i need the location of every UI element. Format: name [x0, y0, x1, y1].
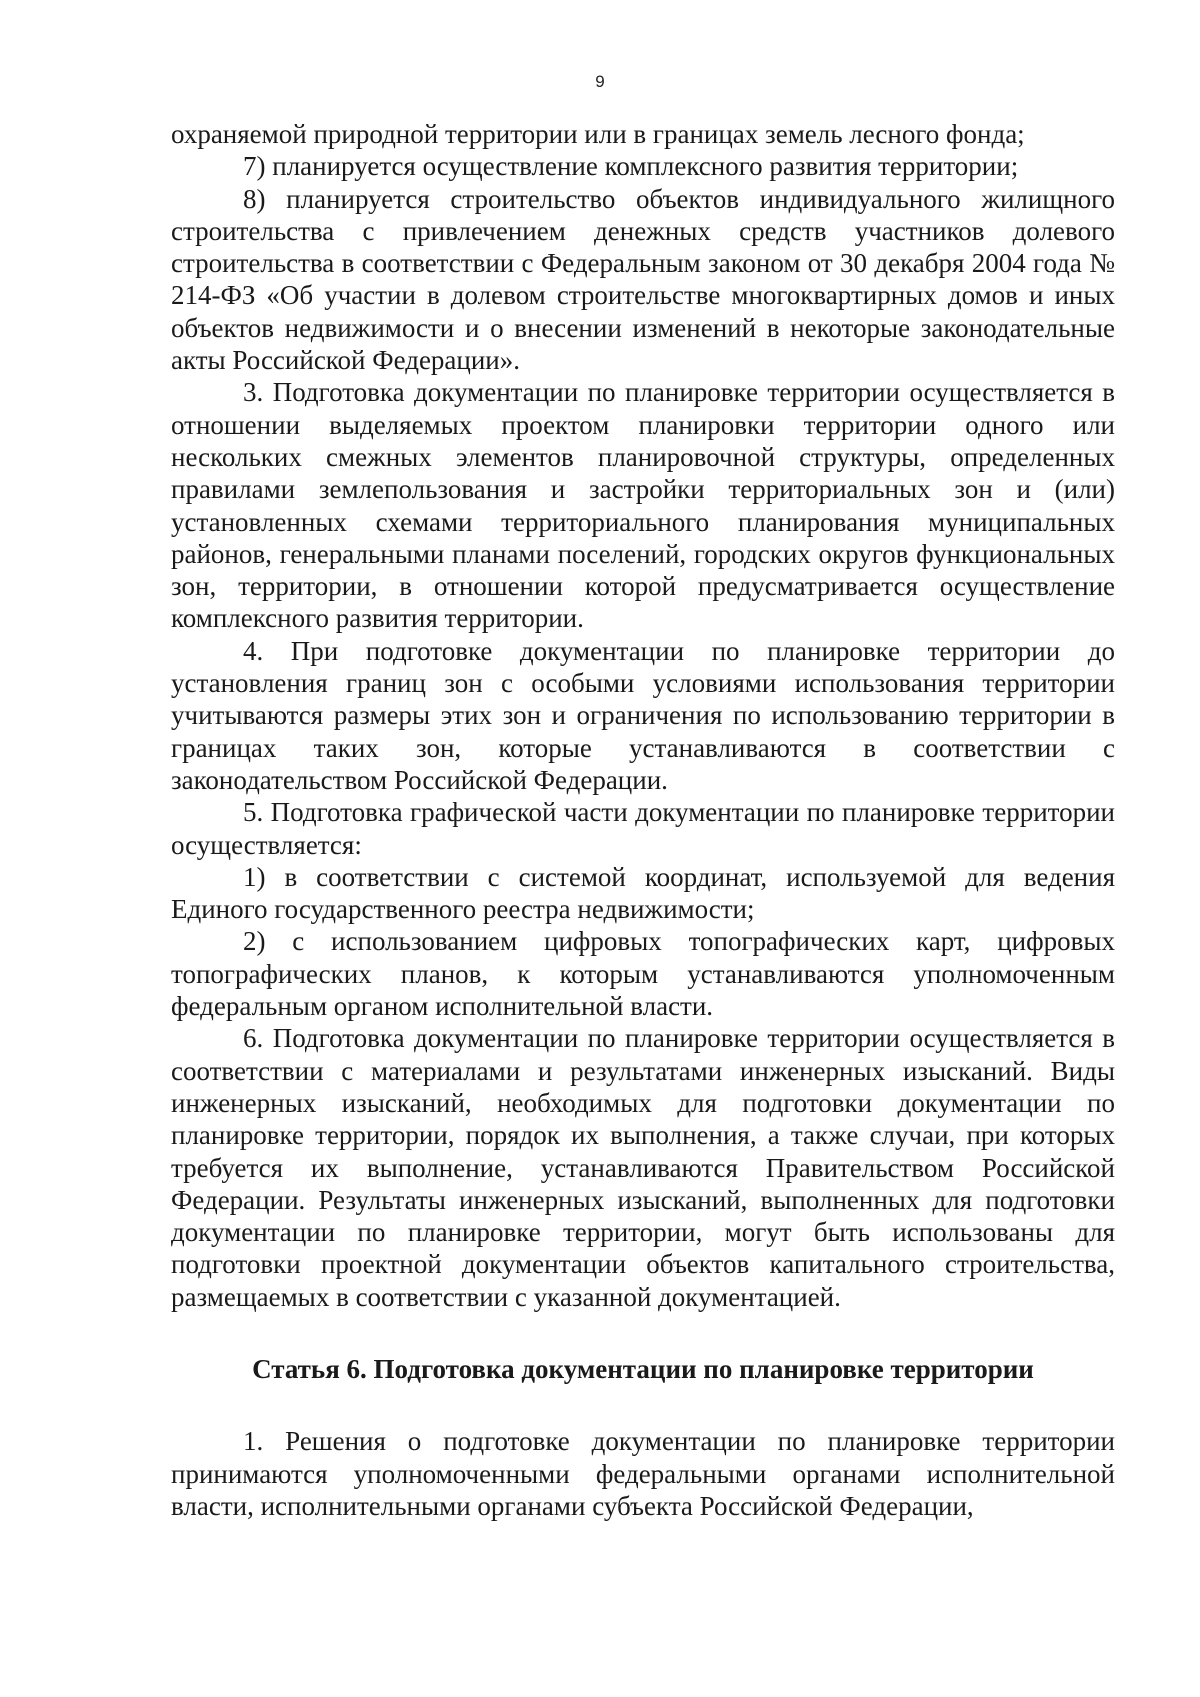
document-body — [171, 118, 1115, 1522]
article-heading: Статья 6. Подготовка документации по планировке территории — [252, 1353, 1034, 1384]
paragraph-6: 6. Подготовка документации по планировке территории осуществляется в соответствии с материалами и результатами инженерных изысканий. Виды инженерных изысканий, необходимых для подготовки документации по планировке территории, порядок их выполнения, а также случаи, при которых требуется их выполнение, устанавливаются Правительством Российской Федерации. Результаты инженерных изысканий, выполненных для подготовки документации по планировке территории, могут быть использованы для подготовки проектной документации объектов капитального строительства, размещаемых в соответствии с указанной документацией. — [171, 1023, 1115, 1312]
list-item-1: 1) в соответствии с системой координат, используемой для ведения Единого государственного реестра недвижимости; — [171, 861, 1115, 925]
list-item-8: 8) планируется строительство объектов индивидуального жилищного строительства с привлечением денежных средств участников долевого строительства в соответствии с Федеральным законом от 30 декабря 2004 года № 214-ФЗ «Об участии в долевом строительстве многоквартирных домов и иных объектов недвижимости и о внесении изменений в некоторые законодательные акты Российской Федерации». — [171, 183, 1115, 376]
list-item-2: 2) с использованием цифровых топографических карт, цифровых топографических планов, к которым устанавливаются уполномоченным федеральным органом исполнительной власти. — [171, 926, 1115, 1022]
paragraph-continuation: охраняемой природной территории или в границах земель лесного фонда; — [171, 119, 1025, 149]
article-6-paragraph-1: 1. Решения о подготовке документации по планировке территории принимаются уполномоченными федеральными органами исполнительной власти, исполнительными органами субъекта Российской Федерации, — [171, 1426, 1115, 1521]
list-item-7: 7) планируется осуществление комплексного развития территории; — [243, 151, 1019, 182]
page-number: 9 — [595, 72, 605, 91]
paragraph-5: 5. Подготовка графической части документации по планировке территории осуществляется: — [171, 797, 1115, 860]
paragraph-4: 4. При подготовке документации по планировке территории до установления границ зон с особыми условиями использования территории учитываются размеры этих зон и ограничения по использованию территории в границах таких зон, которые устанавливаются в соответствии с законодательством Российской Федерации. — [171, 635, 1115, 795]
paragraph-3: 3. Подготовка документации по планировке территории осуществляется в отношении выделяемых проектом планировки территории одного или нескольких смежных элементов планировочной структуры, определенных правилами землепользования и застройки территориальных зон и (или) установленных схемами территориального планирования муниципальных районов, генеральными планами поселений, городских округов функциональных зон, территории, в отношении которой предусматривается осуществление комплексного развития территории. — [171, 377, 1115, 634]
